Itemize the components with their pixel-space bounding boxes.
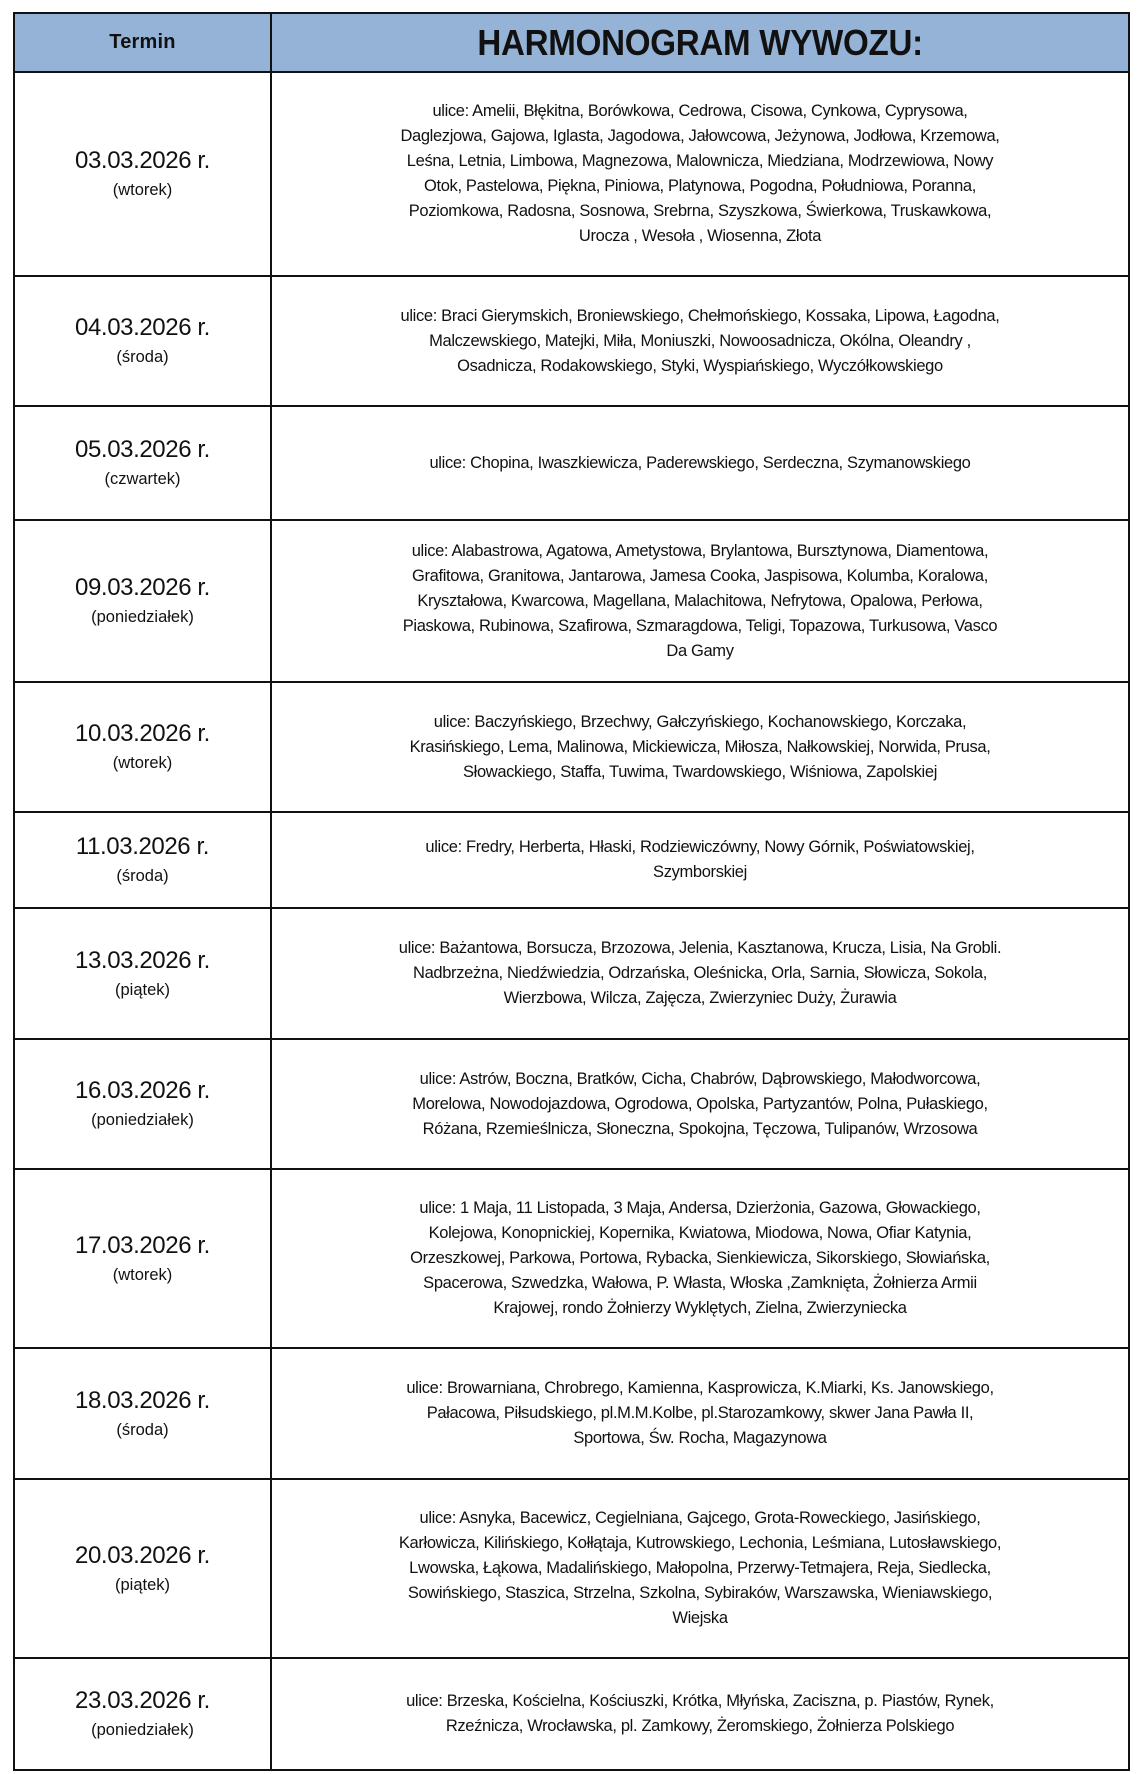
- table-row: [15, 71, 1128, 275]
- streets-line: Grafitowa, Granitowa, Jantarowa, Jamesa Cooka, Jaspisowa, Kolumba, Koralowa,: [412, 566, 988, 585]
- streets-line: Morelowa, Nowodojazdowa, Ogrodowa, Opolska, Partyzantów, Polna, Pułaskiego,: [412, 1094, 988, 1113]
- table-row: [15, 1657, 1128, 1769]
- weekday: (poniedziałek): [91, 1721, 194, 1739]
- weekday: (środa): [116, 1420, 169, 1439]
- page-title: HARMONOGRAM WYWOZU:: [477, 21, 923, 63]
- streets-line: Krajowej, rondo Żołnierzy Wyklętych, Zielna, Zwierzyniecka: [493, 1299, 907, 1317]
- streets-line: ulice: Brzeska, Kościelna, Kościuszki, Krótka, Młyńska, Zaciszna, p. Piastów, Rynek,: [406, 1692, 994, 1710]
- collection-date: 04.03.2026 r.: [75, 314, 210, 341]
- streets-cell: [272, 813, 1128, 907]
- table-row: [15, 1168, 1128, 1347]
- streets-line: Krasińskiego, Lema, Malinowa, Mickiewicza, Miłosza, Nałkowskiej, Norwida, Prusa,: [409, 737, 991, 756]
- header-title-cell: [272, 14, 1128, 71]
- collection-date: 13.03.2026 r.: [75, 946, 210, 974]
- table-header-row: [15, 14, 1128, 71]
- streets-line: Spacerowa, Szwedzka, Wałowa, P. Własta, Włoska ,Zamknięta, Żołnierza Armii: [423, 1274, 977, 1292]
- streets-line: ulice: Browarniana, Chrobrego, Kamienna, Kasprowicza, K.Miarki, Ks. Janowskiego,: [406, 1379, 994, 1397]
- weekday: (środa): [116, 867, 169, 885]
- streets-line: Daglezjowa, Gajowa, Iglasta, Jagodowa, Jałowcowa, Jeżynowa, Jodłowa, Krzemowa,: [400, 127, 1000, 145]
- streets-line: Lwowska, Łąkowa, Madalińskiego, Małopolna, Przerwy-Tetmajera, Reja, Siedlecka,: [409, 1559, 991, 1577]
- table-row: [15, 1478, 1128, 1657]
- collection-date: 18.03.2026 r.: [75, 1386, 210, 1414]
- streets-line: ulice: Bażantowa, Borsucza, Brzozowa, Jelenia, Kasztanowa, Krucza, Lisia, Na Grobli.: [398, 939, 1002, 957]
- streets-line: Kolejowa, Konopnickiej, Kopernika, Kwiatowa, Miodowa, Nowa, Ofiar Katynia,: [428, 1224, 972, 1242]
- streets-line: Otok, Pastelowa, Piękna, Piniowa, Platynowa, Pogodna, Południowa, Poranna,: [424, 177, 976, 195]
- date-cell: [15, 813, 272, 907]
- streets-line: ulice: Braci Gierymskich, Broniewskiego, Chełmońskiego, Kossaka, Lipowa, Łagodna,: [400, 306, 1000, 325]
- collection-date: 03.03.2026 r.: [75, 147, 210, 174]
- streets-cell: [272, 407, 1128, 519]
- streets-cell: [272, 521, 1128, 681]
- streets-line: Rzeźnicza, Wrocławska, pl. Zamkowy, Żeromskiego, Żołnierza Polskiego: [445, 1717, 955, 1735]
- streets-line: Karłowicza, Kilińskiego, Kołłątaja, Kutrowskiego, Lechonia, Leśmiana, Lutosławskiego,: [398, 1534, 1002, 1552]
- streets-line: ulice: 1 Maja, 11 Listopada, 3 Maja, Andersa, Dzierżonia, Gazowa, Głowackiego,: [419, 1199, 981, 1217]
- streets-line: Pałacowa, Piłsudskiego, pl.M.M.Kolbe, pl.Starozamkowy, skwer Jana Pawła II,: [426, 1404, 974, 1422]
- streets-line: Leśna, Letnia, Limbowa, Magnezowa, Malownicza, Miedziana, Modrzewiowa, Nowy: [406, 152, 994, 170]
- streets-line: Wiejska: [672, 1609, 728, 1627]
- collection-date: 10.03.2026 r.: [75, 720, 210, 747]
- schedule-table: [13, 12, 1130, 1771]
- streets-line: Nadbrzeżna, Niedźwiedzia, Odrzańska, Oleśnicka, Orla, Sarnia, Słowicza, Sokola,: [413, 964, 987, 982]
- streets-line: Malczewskiego, Matejki, Miła, Moniuszki, Nowoosadnicza, Okólna, Oleandry ,: [429, 331, 971, 350]
- date-cell: [15, 1170, 272, 1347]
- streets-cell: [272, 1040, 1128, 1168]
- streets-line: ulice: Fredry, Herberta, Hłaski, Rodziewiczówny, Nowy Górnik, Poświatowskiej,: [425, 838, 975, 856]
- weekday: (wtorek): [112, 181, 173, 199]
- table-row: [15, 1347, 1128, 1478]
- table-row: [15, 907, 1128, 1038]
- streets-line: Urocza , Wesoła , Wiosenna, Złota: [578, 227, 822, 245]
- table-row: [15, 811, 1128, 907]
- date-cell: [15, 1040, 272, 1168]
- date-cell: [15, 683, 272, 811]
- streets-cell: [272, 73, 1128, 275]
- streets-line: Sportowa, Św. Rocha, Magazynowa: [573, 1429, 827, 1447]
- weekday: (piątek): [114, 980, 171, 999]
- table-row: [15, 681, 1128, 811]
- weekday: (poniedziałek): [91, 608, 194, 626]
- collection-date: 20.03.2026 r.: [75, 1541, 210, 1569]
- collection-date: 16.03.2026 r.: [75, 1077, 210, 1104]
- streets-cell: [272, 1170, 1128, 1347]
- weekday: (czwartek): [104, 470, 181, 488]
- table-row: [15, 519, 1128, 681]
- streets-line: ulice: Astrów, Boczna, Bratków, Cicha, Chabrów, Dąbrowskiego, Małodworcowa,: [419, 1069, 981, 1088]
- streets-line: ulice: Asnyka, Bacewicz, Cegielniana, Gajcego, Grota-Roweckiego, Jasińskiego,: [419, 1509, 981, 1527]
- streets-line: Słowackiego, Staffa, Tuwima, Twardowskiego, Wiśniowa, Zapolskiej: [462, 762, 938, 781]
- weekday: (poniedziałek): [91, 1111, 194, 1129]
- date-column-header: Termin: [109, 31, 176, 53]
- streets-line: ulice: Baczyńskiego, Brzechwy, Gałczyńskiego, Kochanowskiego, Korczaka,: [433, 712, 967, 731]
- streets-line: Osadnicza, Rodakowskiego, Styki, Wyspiańskiego, Wyczółkowskiego: [457, 356, 943, 375]
- date-cell: [15, 521, 272, 681]
- date-cell: [15, 277, 272, 405]
- table-row: [15, 405, 1128, 519]
- table-row: [15, 275, 1128, 405]
- streets-line: Orzeszkowej, Parkowa, Portowa, Rybacka, Sienkiewicza, Sikorskiego, Słowiańska,: [410, 1249, 990, 1267]
- date-cell: [15, 73, 272, 275]
- streets-line: ulice: Alabastrowa, Agatowa, Ametystowa, Brylantowa, Bursztynowa, Diamentowa,: [411, 541, 989, 560]
- streets-cell: [272, 909, 1128, 1038]
- streets-cell: [272, 1659, 1128, 1769]
- streets-line: Piaskowa, Rubinowa, Szafirowa, Szmaragdowa, Teligi, Topazowa, Turkusowa, Vasco: [402, 616, 998, 635]
- collection-date: 17.03.2026 r.: [75, 1231, 210, 1259]
- streets-line: Szymborskiej: [653, 863, 747, 881]
- streets-line: Kryształowa, Kwarcowa, Magellana, Malachitowa, Nefrytowa, Opalowa, Perłowa,: [417, 591, 983, 610]
- streets-line: ulice: Chopina, Iwaszkiewicza, Paderewskiego, Serdeczna, Szymanowskiego: [429, 453, 971, 472]
- date-cell: [15, 1480, 272, 1657]
- collection-date: 11.03.2026 r.: [75, 833, 210, 860]
- collection-date: 23.03.2026 r.: [75, 1687, 210, 1714]
- streets-line: Da Gamy: [666, 641, 734, 660]
- collection-date: 05.03.2026 r.: [75, 436, 210, 463]
- streets-line: ulice: Amelii, Błękitna, Borówkowa, Cedrowa, Cisowa, Cynkowa, Cyprysowa,: [432, 102, 968, 120]
- weekday: (wtorek): [112, 754, 173, 772]
- table-row: [15, 1038, 1128, 1168]
- date-cell: [15, 1349, 272, 1478]
- date-cell: [15, 909, 272, 1038]
- streets-line: Sowińskiego, Staszica, Strzelna, Szkolna, Sybiraków, Warszawska, Wieniawskiego,: [407, 1584, 993, 1602]
- streets-cell: [272, 1480, 1128, 1657]
- date-cell: [15, 407, 272, 519]
- streets-cell: [272, 683, 1128, 811]
- weekday: (piątek): [114, 1575, 171, 1594]
- schedule-rows: [15, 71, 1128, 1769]
- streets-line: Różana, Rzemieślnicza, Słoneczna, Spokojna, Tęczowa, Tulipanów, Wrzosowa: [422, 1119, 978, 1138]
- streets-cell: [272, 277, 1128, 405]
- weekday: (środa): [116, 348, 169, 366]
- header-date-cell: [15, 14, 272, 71]
- weekday: (wtorek): [112, 1265, 173, 1284]
- date-cell: [15, 1659, 272, 1769]
- streets-cell: [272, 1349, 1128, 1478]
- collection-date: 09.03.2026 r.: [75, 574, 210, 601]
- streets-line: Wierzbowa, Wilcza, Zajęcza, Zwierzyniec Duży, Żurawia: [503, 989, 897, 1007]
- streets-line: Poziomkowa, Radosna, Sosnowa, Srebrna, Szyszkowa, Świerkowa, Truskawkowa,: [408, 202, 992, 220]
